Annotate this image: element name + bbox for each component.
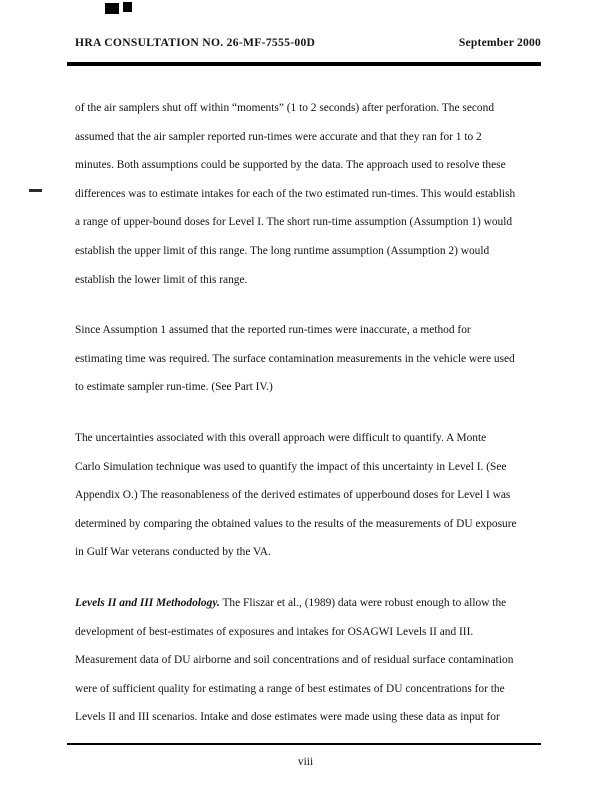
text-line: Levels II and III scenarios. Intake and dose estimates were made using these data as input for — [75, 711, 500, 724]
text-line: differences was to estimate intakes for each of the two estimated run-times. This would establish — [75, 187, 516, 200]
text-line: Since Assumption 1 assumed that the reported run-times were inaccurate, a method for — [75, 324, 471, 337]
document-body — [75, 94, 545, 732]
section-heading-inline: Levels II and III Methodology. — [75, 596, 220, 609]
scan-artifact-left-edge — [29, 189, 42, 192]
text-line: Appendix O.) The reasonableness of the derived estimates of upperbound doses for Level I was — [75, 489, 511, 502]
footer-rule — [67, 743, 541, 745]
text-line: a range of upper-bound doses for Level I. The short run-time assumption (Assumption 1) would — [75, 216, 513, 229]
page-number: viii — [297, 756, 314, 768]
text-line: were of sufficient quality for estimating a range of best estimates of DU concentrations for the — [75, 682, 505, 695]
text-line: estimating time was required. The surface contamination measurements in the vehicle were used — [75, 352, 515, 365]
text-line: minutes. Both assumptions could be supported by the data. The approach used to resolve these — [75, 159, 506, 172]
scan-artifact-top-1 — [105, 3, 119, 14]
text-line: in Gulf War veterans conducted by the VA. — [75, 546, 271, 559]
header-consultation-number: HRA CONSULTATION NO. 26-MF-7555-00D — [75, 36, 316, 49]
text-line: to estimate sampler run-time. (See Part IV.) — [75, 381, 273, 394]
paragraph-4 — [75, 589, 545, 732]
text-line: The uncertainties associated with this overall approach were difficult to quantify. A Monte — [75, 431, 487, 444]
header-date: September 2000 — [458, 36, 541, 49]
scan-artifact-top-2 — [123, 2, 132, 12]
text-line: Carlo Simulation technique was used to quantify the impact of this uncertainty in Level I. (See — [75, 460, 507, 473]
text-line — [75, 589, 545, 618]
text-line: establish the upper limit of this range. The long runtime assumption (Assumption 2) would — [75, 244, 490, 257]
paragraph-2 — [75, 316, 545, 402]
text-line-continuation: The Fliszar et al., (1989) data were robust enough to allow the — [222, 596, 507, 609]
paragraph-1 — [75, 94, 545, 294]
page-header — [75, 36, 541, 49]
text-line: of the air samplers shut off within “moments” (1 to 2 seconds) after perforation. The second — [75, 102, 495, 114]
text-line: determined by comparing the obtained values to the results of the measurements of DU exposure — [75, 517, 517, 530]
text-line: assumed that the air sampler reported run-times were accurate and that they ran for 1 to 2 — [75, 130, 482, 143]
paragraph-3 — [75, 424, 545, 567]
text-line: development of best-estimates of exposures and intakes for OSAGWI Levels II and III. — [75, 625, 474, 638]
page-footer — [0, 748, 611, 776]
text-line: establish the lower limit of this range. — [75, 273, 248, 286]
text-line: Measurement data of DU airborne and soil concentrations and of residual surface contamination — [75, 654, 514, 667]
header-rule — [67, 62, 541, 66]
